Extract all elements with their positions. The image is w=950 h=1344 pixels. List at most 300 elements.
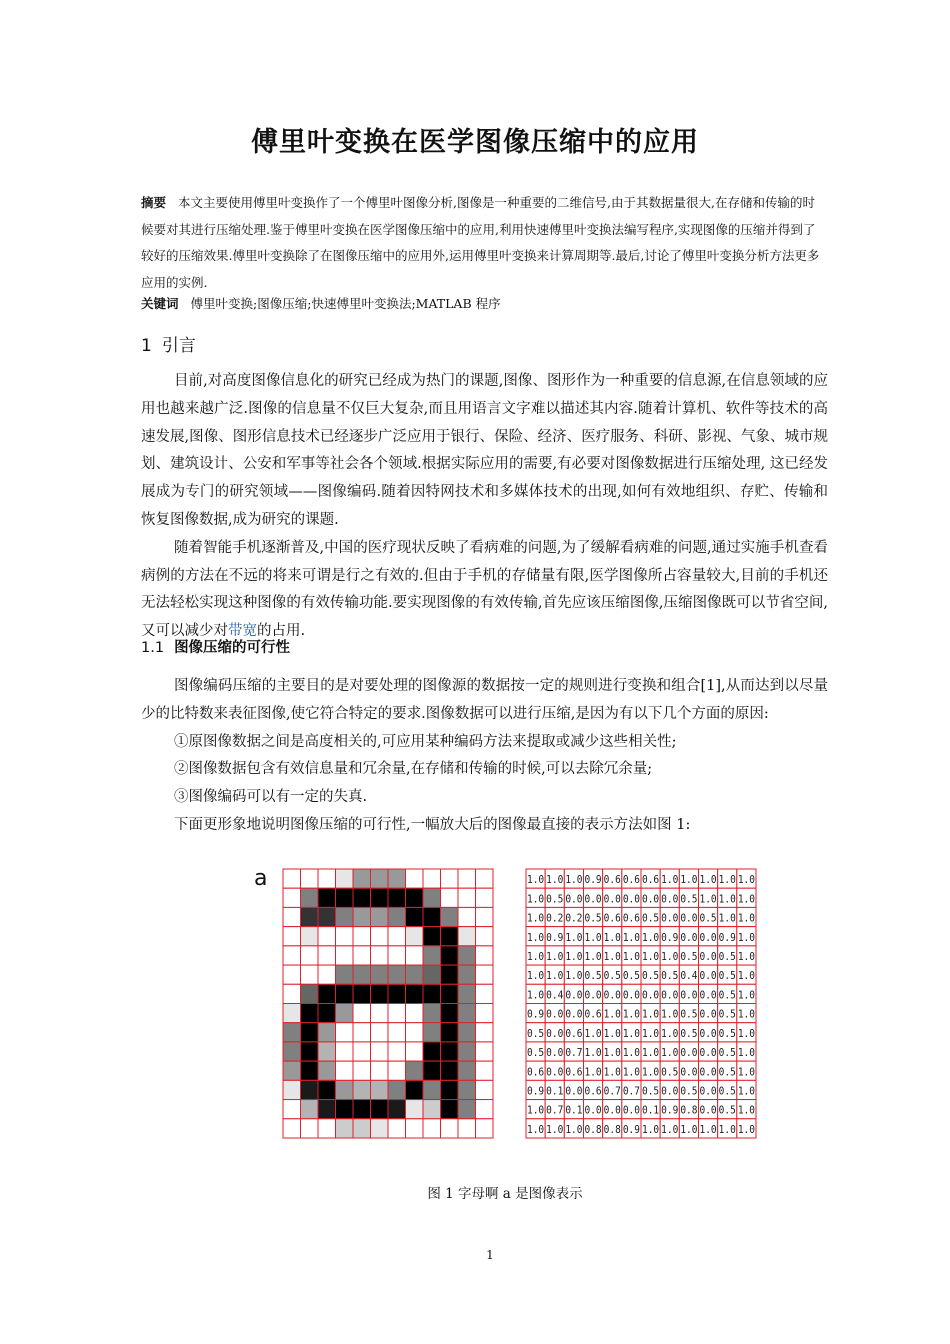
list-item: ②图像数据包含有效信息量和冗余量,在存储和传输的时候,可以去除冗余量;	[174, 761, 653, 778]
value-cell: 1.0	[526, 930, 545, 944]
pixel-cell	[476, 927, 494, 946]
value-cell: 0.5	[680, 892, 698, 906]
pixel-cell	[388, 1061, 406, 1080]
pixel-cell	[476, 1042, 494, 1061]
value-cell: 1.0	[737, 930, 756, 944]
value-cell: 1.0	[737, 1046, 756, 1060]
pixel-cell	[406, 888, 424, 907]
value-cell: 0.6	[622, 911, 641, 925]
pixel-cell	[283, 1004, 301, 1023]
pixel-cell	[441, 907, 459, 926]
pixel-cell	[476, 1119, 494, 1138]
value-cell: 1.0	[641, 1007, 660, 1021]
pixel-cell	[423, 1061, 441, 1080]
value-cell: 1.0	[718, 873, 736, 887]
value-cell: 0.5	[661, 969, 679, 983]
pixel-cell	[336, 1023, 354, 1042]
pixel-cell	[301, 1061, 319, 1080]
pixel-cell	[283, 1119, 301, 1138]
pixel-cell	[283, 869, 301, 888]
pixel-cell	[406, 1061, 424, 1080]
value-cell: 1.0	[641, 930, 660, 944]
value-cell: 1.0	[565, 930, 583, 944]
pixel-cell	[441, 1119, 459, 1138]
value-cell: 0.0	[699, 1026, 717, 1040]
pixel-cell	[476, 869, 494, 888]
value-cell: 1.0	[565, 949, 583, 963]
value-cell: 1.0	[641, 1065, 660, 1079]
pixel-cell	[441, 869, 459, 888]
value-cell: 0.0	[699, 1084, 717, 1098]
pixel-cell	[388, 984, 406, 1003]
value-cell: 0.0	[699, 1007, 717, 1021]
pixel-cell	[336, 927, 354, 946]
section-1-heading	[141, 331, 196, 356]
pixel-cell	[423, 888, 441, 907]
value-cell: 0.5	[680, 1026, 698, 1040]
pixel-cell	[353, 984, 371, 1003]
pixel-cell	[476, 907, 494, 926]
value-cell: 0.0	[699, 930, 717, 944]
pixel-cell	[476, 1004, 494, 1023]
value-cell: 0.6	[603, 873, 621, 887]
pixel-cell	[353, 1100, 371, 1119]
pixel-cell	[441, 1023, 459, 1042]
pixel-cell	[476, 965, 494, 984]
value-cell: 0.7	[546, 1103, 564, 1117]
value-cell: 1.0	[526, 949, 545, 963]
value-cell: 1.0	[718, 1122, 736, 1136]
value-cell: 1.0	[622, 1007, 641, 1021]
value-cell: 1.0	[699, 873, 717, 887]
pixel-cell	[301, 946, 319, 965]
pixel-cell	[458, 1100, 476, 1119]
pixel-cell	[476, 1100, 494, 1119]
pixel-cell	[371, 869, 389, 888]
value-cell: 0.0	[622, 1103, 641, 1117]
value-cell: 1.0	[622, 949, 641, 963]
value-cell: 1.0	[737, 1007, 756, 1021]
value-cell: 0.6	[584, 1084, 602, 1098]
value-cell: 1.0	[584, 1026, 602, 1040]
pixel-cell	[388, 1042, 406, 1061]
value-cell: 0.0	[603, 988, 621, 1002]
value-cell: 1.0	[680, 1122, 698, 1136]
pixel-cell	[301, 984, 319, 1003]
value-cell: 0.0	[546, 1046, 564, 1060]
pixel-cell	[388, 1100, 406, 1119]
pixel-cell	[476, 1023, 494, 1042]
section-1-body	[141, 368, 828, 646]
pixel-cell	[423, 927, 441, 946]
value-cell: 0.0	[680, 1065, 698, 1079]
pixel-cell	[318, 965, 336, 984]
value-cell: 0.2	[546, 911, 564, 925]
value-cell: 0.0	[546, 1065, 564, 1079]
pixel-cell	[441, 1100, 459, 1119]
pixel-cell	[301, 1004, 319, 1023]
pixel-cell	[336, 1119, 354, 1138]
pixel-cell	[423, 1080, 441, 1099]
pixel-cell	[458, 946, 476, 965]
section-1-1-title: 图像压缩的可行性	[174, 640, 291, 656]
value-cell: 1.0	[737, 873, 756, 887]
page-number: 1	[486, 1248, 494, 1262]
value-cell: 1.0	[737, 988, 756, 1002]
value-cell: 0.0	[603, 1103, 621, 1117]
paper-title: 傅里叶变换在医学图像压缩中的应用	[251, 127, 699, 158]
paragraph-text-end: 的占用.	[257, 623, 306, 640]
pixel-cell	[371, 1080, 389, 1099]
pixel-cell	[301, 1080, 319, 1099]
pixel-cell	[476, 946, 494, 965]
value-cell: 0.5	[661, 1065, 679, 1079]
value-cell: 0.5	[718, 988, 736, 1002]
value-cell: 1.0	[718, 892, 736, 906]
value-cell: 0.6	[584, 1007, 602, 1021]
pixel-cell	[388, 1004, 406, 1023]
value-cell: 1.0	[641, 949, 660, 963]
pixel-cell	[388, 927, 406, 946]
pixel-cell	[371, 1023, 389, 1042]
value-cell: 0.0	[680, 911, 698, 925]
pixel-cell	[301, 927, 319, 946]
pixel-cell	[336, 1042, 354, 1061]
value-cell: 0.0	[565, 988, 583, 1002]
value-cell: 0.8	[680, 1103, 698, 1117]
value-cell: 0.6	[622, 873, 641, 887]
pixel-cell	[353, 1061, 371, 1080]
pixel-cell	[283, 1100, 301, 1119]
pixel-cell	[388, 907, 406, 926]
pixel-cell	[283, 1042, 301, 1061]
value-cell: 1.0	[737, 1065, 756, 1079]
value-cell: 0.0	[680, 930, 698, 944]
paragraph: 下面更形象地说明图像压缩的可行性,一幅放大后的图像最直接的表示方法如图 1:	[174, 816, 691, 833]
pixel-cell	[283, 1023, 301, 1042]
pixel-cell	[318, 869, 336, 888]
value-cell: 0.5	[718, 1026, 736, 1040]
value-cell: 0.1	[546, 1084, 564, 1098]
pixel-value-grid	[525, 868, 757, 1139]
pixel-cell	[423, 907, 441, 926]
value-cell: 1.0	[737, 1122, 756, 1136]
value-cell: 0.7	[622, 1084, 641, 1098]
value-cell: 1.0	[622, 1046, 641, 1060]
value-cell: 1.0	[546, 1122, 564, 1136]
value-cell: 0.9	[622, 1122, 641, 1136]
section-1-1-body	[141, 673, 828, 840]
paragraph: 图像编码压缩的主要目的是对要处理的图像源的数据按一定的规则进行变换和组合[1],从而达到以尽量少的比特数来表征图像,使它符合特定的要求.图像数据可以进行压缩,是因为有以下几个方面的原因:	[141, 678, 828, 722]
paragraph	[141, 535, 828, 646]
pixel-cell	[441, 927, 459, 946]
value-cell: 0.6	[641, 873, 660, 887]
pixel-cell	[458, 965, 476, 984]
pixel-cell	[406, 946, 424, 965]
value-cell: 0.6	[526, 1065, 545, 1079]
value-cell: 0.5	[680, 949, 698, 963]
pixel-cell	[318, 1042, 336, 1061]
pixel-cell	[301, 888, 319, 907]
pixel-cell	[353, 1042, 371, 1061]
value-cell: 0.5	[718, 1046, 736, 1060]
pixel-cell	[441, 1061, 459, 1080]
list-item: ①原图像数据之间是高度相关的,可应用某种编码方法来提取或减少这些相关性;	[174, 733, 677, 750]
value-cell: 0.1	[641, 1103, 660, 1117]
pixel-cell	[318, 1100, 336, 1119]
value-cell: 1.0	[603, 930, 621, 944]
pixel-cell	[353, 927, 371, 946]
value-cell: 0.0	[661, 1084, 679, 1098]
pixel-cell	[371, 1119, 389, 1138]
value-cell: 1.0	[622, 1065, 641, 1079]
value-cell: 0.0	[622, 892, 641, 906]
pixel-cell	[441, 1042, 459, 1061]
pixel-cell	[318, 927, 336, 946]
value-cell: 1.0	[737, 1103, 756, 1117]
value-cell: 1.0	[680, 873, 698, 887]
pixel-cell	[388, 1080, 406, 1099]
pixel-cell	[423, 1023, 441, 1042]
pixel-cell	[371, 907, 389, 926]
pixel-cell	[406, 1023, 424, 1042]
value-cell: 0.0	[584, 892, 602, 906]
section-1-title: 引言	[161, 336, 196, 356]
value-cell: 0.5	[718, 1007, 736, 1021]
value-cell: 1.0	[641, 1026, 660, 1040]
abstract-text: 本文主要使用傅里叶变换作了一个傅里叶图像分析,图像是一种重要的二维信号,由于其数据量很大,在存储和传输的时候要对其进行压缩处理.鉴于傅里叶变换在医学图像压缩中的应用,利用快速傅里叶变换法编写程序,实现图像的压缩并得到了较好的压缩效果.傅里叶变换除了在图像压缩中的应用外,运用傅里叶变换来计算周期等.最后,讨论了傅里叶变换分析方法更多应用的实例.	[141, 195, 820, 290]
value-cell: 0.9	[661, 1103, 679, 1117]
value-cell: 0.4	[546, 988, 564, 1002]
pixel-cell	[441, 984, 459, 1003]
pixel-cell	[406, 984, 424, 1003]
pixel-cell	[458, 1080, 476, 1099]
value-cell: 0.0	[699, 988, 717, 1002]
bandwidth-link[interactable]: 带宽	[228, 623, 257, 640]
pixel-cell	[353, 946, 371, 965]
value-cell: 0.0	[680, 988, 698, 1002]
pixel-cell	[423, 984, 441, 1003]
pixel-cell	[371, 1061, 389, 1080]
pixel-cell	[423, 1119, 441, 1138]
value-cell: 0.0	[546, 1007, 564, 1021]
value-cell: 1.0	[622, 930, 641, 944]
pixel-cell	[353, 965, 371, 984]
pixel-cell	[441, 1080, 459, 1099]
pixel-cell	[283, 888, 301, 907]
pixel-cell	[423, 869, 441, 888]
value-cell: 1.0	[565, 873, 583, 887]
pixel-cell	[371, 888, 389, 907]
value-cell: 0.8	[603, 1122, 621, 1136]
value-cell: 0.4	[680, 969, 698, 983]
value-cell: 0.0	[584, 988, 602, 1002]
value-cell: 0.0	[641, 892, 660, 906]
pixel-cell	[423, 1100, 441, 1119]
pixel-cell	[371, 984, 389, 1003]
pixel-cell	[318, 1080, 336, 1099]
pixel-cell	[301, 907, 319, 926]
pixel-cell	[318, 888, 336, 907]
pixel-cell	[458, 869, 476, 888]
value-cell: 1.0	[584, 1065, 602, 1079]
pixel-cell	[336, 946, 354, 965]
pixel-cell	[283, 1080, 301, 1099]
pixel-cell	[423, 1042, 441, 1061]
figure-letter-label: a	[254, 866, 268, 891]
value-cell: 0.0	[661, 911, 679, 925]
pixel-cell	[388, 965, 406, 984]
value-cell: 1.0	[699, 892, 717, 906]
pixel-cell	[336, 1061, 354, 1080]
pixel-cell	[441, 1004, 459, 1023]
pixel-cell	[458, 1061, 476, 1080]
value-cell: 0.8	[584, 1122, 602, 1136]
keywords	[141, 292, 821, 316]
value-cell: 1.0	[565, 1122, 583, 1136]
pixel-cell	[406, 965, 424, 984]
value-cell: 1.0	[737, 1084, 756, 1098]
pixel-cell	[336, 965, 354, 984]
pixel-cell	[458, 1119, 476, 1138]
value-cell: 0.0	[661, 892, 679, 906]
value-cell: 0.0	[565, 1084, 583, 1098]
value-cell: 0.0	[603, 892, 621, 906]
value-cell: 1.0	[661, 1026, 679, 1040]
pixel-cell	[283, 965, 301, 984]
value-cell: 0.0	[565, 892, 583, 906]
value-cell: 0.9	[526, 1007, 545, 1021]
pixel-cell	[336, 984, 354, 1003]
value-cell: 0.9	[584, 873, 602, 887]
pixel-cell	[353, 1080, 371, 1099]
pixel-cell	[301, 1023, 319, 1042]
pixel-cell	[406, 927, 424, 946]
value-cell: 0.7	[603, 1084, 621, 1098]
pixel-cell	[388, 869, 406, 888]
figure-1	[252, 866, 762, 1141]
pixel-cell	[458, 888, 476, 907]
value-cell: 1.0	[546, 969, 564, 983]
pixel-cell	[476, 1061, 494, 1080]
pixel-cell	[336, 1080, 354, 1099]
value-cell: 0.0	[661, 988, 679, 1002]
pixel-cell	[336, 907, 354, 926]
value-cell: 0.5	[680, 1084, 698, 1098]
pixel-grid-image	[282, 868, 494, 1139]
value-cell: 0.5	[526, 1026, 545, 1040]
pixel-cell	[283, 984, 301, 1003]
figure-caption: 图 1 字母啊 a 是图像表示	[427, 1186, 583, 1202]
value-cell: 1.0	[603, 1026, 621, 1040]
pixel-cell	[423, 1004, 441, 1023]
pixel-cell	[476, 1080, 494, 1099]
value-cell: 0.9	[526, 1084, 545, 1098]
pixel-cell	[336, 1100, 354, 1119]
value-cell: 1.0	[737, 949, 756, 963]
pixel-cell	[318, 984, 336, 1003]
pixel-cell	[336, 888, 354, 907]
pixel-cell	[388, 946, 406, 965]
pixel-cell	[388, 1023, 406, 1042]
value-cell: 1.0	[526, 911, 545, 925]
pixel-cell	[388, 888, 406, 907]
value-cell: 0.7	[565, 1046, 583, 1060]
value-cell: 0.0	[680, 1046, 698, 1060]
paragraph-text: 随着智能手机逐渐普及,中国的医疗现状反映了看病难的问题,为了缓解看病难的问题,通过实施手机查看病例的方法在不远的将来可谓是行之有效的.但由于手机的存储量有限,医学图像所占容量较大,目前的手机还无法轻松实现这种图像的有效传输功能.要实现图像的有效传输,首先应该压缩图像,压缩图像既可以节省空间,又可以减少对	[141, 539, 828, 640]
value-cell: 0.6	[565, 1065, 583, 1079]
pixel-cell	[353, 869, 371, 888]
abstract-label: 摘要	[141, 195, 167, 210]
pixel-cell	[371, 1100, 389, 1119]
pixel-cell	[406, 1119, 424, 1138]
value-cell: 0.0	[699, 949, 717, 963]
value-cell: 0.5	[718, 949, 736, 963]
pixel-cell	[353, 1023, 371, 1042]
pixel-cell	[371, 927, 389, 946]
value-cell: 1.0	[526, 1122, 545, 1136]
pixel-cell	[476, 888, 494, 907]
value-cell: 0.0	[641, 988, 660, 1002]
value-cell: 1.0	[526, 1103, 545, 1117]
value-cell: 0.5	[622, 969, 641, 983]
pixel-cell	[371, 965, 389, 984]
pixel-cell	[458, 907, 476, 926]
value-cell: 0.6	[565, 1026, 583, 1040]
pixel-cell	[458, 927, 476, 946]
pixel-cell	[283, 1061, 301, 1080]
pixel-cell	[353, 1004, 371, 1023]
value-cell: 0.5	[584, 911, 602, 925]
pixel-cell	[318, 1004, 336, 1023]
pixel-cell	[301, 965, 319, 984]
value-cell: 1.0	[584, 930, 602, 944]
pixel-cell	[336, 869, 354, 888]
value-cell: 1.0	[603, 1046, 621, 1060]
section-1-number: 1	[141, 336, 152, 356]
value-cell: 0.9	[546, 930, 564, 944]
value-cell: 0.0	[546, 1026, 564, 1040]
value-cell: 1.0	[546, 873, 564, 887]
value-cell: 0.5	[584, 969, 602, 983]
pixel-cell	[353, 907, 371, 926]
pixel-cell	[283, 927, 301, 946]
pixel-cell	[318, 1119, 336, 1138]
pixel-cell	[423, 965, 441, 984]
value-cell: 0.9	[718, 930, 736, 944]
value-cell: 1.0	[737, 1026, 756, 1040]
pixel-cell	[301, 1119, 319, 1138]
pixel-cell	[301, 1042, 319, 1061]
value-cell: 0.5	[718, 1065, 736, 1079]
pixel-cell	[406, 1080, 424, 1099]
pixel-cell	[371, 1004, 389, 1023]
value-cell: 1.0	[661, 949, 679, 963]
keywords-text: 傅里叶变换;图像压缩;快速傅里叶变换法;MATLAB 程序	[190, 296, 501, 311]
value-cell: 1.0	[526, 969, 545, 983]
value-cell: 0.5	[641, 911, 660, 925]
value-cell: 1.0	[584, 1046, 602, 1060]
value-cell: 0.0	[584, 1103, 602, 1117]
value-cell: 1.0	[661, 1122, 679, 1136]
value-cell: 1.0	[603, 1065, 621, 1079]
pixel-cell	[353, 888, 371, 907]
pixel-cell	[318, 1061, 336, 1080]
value-cell: 0.0	[565, 1007, 583, 1021]
value-cell: 1.0	[622, 1026, 641, 1040]
value-cell: 1.0	[661, 873, 679, 887]
value-cell: 0.5	[526, 1046, 545, 1060]
